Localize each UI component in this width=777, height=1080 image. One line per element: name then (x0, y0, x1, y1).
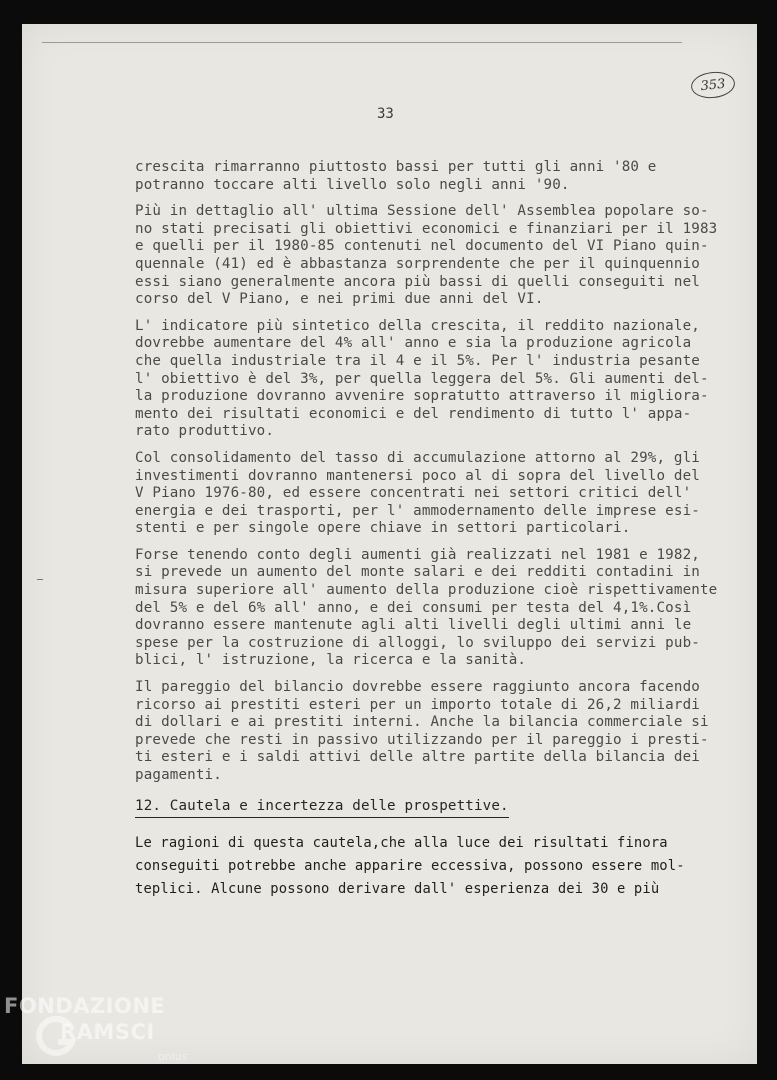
margin-mark (37, 579, 43, 580)
text-line: Le ragioni di questa cautela,che alla luce dei risultati finora (135, 835, 668, 852)
text-line: blici, l' istruzione, la ricerca e la sanità. (135, 652, 527, 669)
text-line: Più in dettaglio all' ultima Sessione dell' Assemblea popolare so- (135, 203, 709, 220)
text-line: conseguiti potrebbe anche apparire eccessiva, possono essere mol- (135, 858, 685, 875)
text-line: energia e dei trasporti, per l' ammodernamento delle imprese esi- (135, 502, 700, 519)
text-line: del 5% e del 6% all' anno, e dei consumi per testa del 4,1%.Così (135, 599, 692, 616)
paragraph-list (135, 159, 735, 785)
text-line: prevede che resti in passivo utilizzando per il pareggio i presti- (135, 731, 709, 748)
text-line: quennale (41) ed è abbastanza sorprendente che per il quinquennio (135, 255, 700, 272)
paragraph (135, 203, 735, 309)
section-heading: 12. Cautela e incertezza delle prospettive. (135, 798, 509, 819)
text-line: misura superiore all' aumento della produzione cioè rispettivamente (135, 582, 718, 599)
text-line: Forse tenendo conto degli aumenti già realizzati nel 1981 e 1982, (135, 546, 700, 563)
text-line: stenti e per singole opere chiave in settori particolari. (135, 520, 631, 537)
text-line: Il pareggio del bilancio dovrebbe essere raggiunto ancora facendo (135, 679, 700, 696)
text-line: rato produttivo. (135, 423, 275, 440)
text-line: essi siano generalmente ancora più bassi di quelli conseguiti nel (135, 273, 700, 290)
text-line: di dollari e ai prestiti interni. Anche la bilancia commerciale si (135, 714, 709, 731)
text-line: la produzione dovranno avvenire sopratutto attraverso il migliora- (135, 388, 709, 405)
text-line: spese per la costruzione di alloggi, lo sviluppo dei servizi pub- (135, 634, 700, 651)
text-line: dovrebbe aumentare del 4% all' anno e sia la produzione agricola (135, 335, 692, 352)
text-line: si prevede un aumento del monte salari e dei redditi contadini in (135, 564, 700, 581)
text-line: L' indicatore più sintetico della crescita, il reddito nazionale, (135, 317, 700, 334)
body-text (135, 159, 735, 910)
text-line: V Piano 1976-80, ed essere concentrati nei settori critici dell' (135, 485, 692, 502)
text-line: mento dei risultati economici e del rendimento di tutto l' appa- (135, 405, 692, 422)
paragraph (135, 679, 735, 785)
text-line: teplici. Alcune possono derivare dall' esperienza dei 30 e più (135, 881, 660, 898)
paragraph (135, 318, 735, 441)
archive-number-stamp: 353 (690, 70, 736, 100)
section-paragraph (135, 832, 735, 901)
watermark-suffix: onlus (158, 1050, 188, 1063)
text-line: ti esteri e i saldi attivi delle altre partite della bilancia dei (135, 749, 700, 766)
top-rule (42, 42, 682, 43)
text-line: potranno toccare alti livello solo negli anni '90. (135, 176, 570, 193)
page-number: 33 (377, 106, 394, 122)
paragraph (135, 450, 735, 538)
text-line: l' obiettivo è del 3%, per quella leggera del 5%. Gli aumenti del- (135, 370, 709, 387)
text-line: ricorso ai prestiti esteri per un importo totale di 26,2 miliardi (135, 696, 700, 713)
text-line: investimenti dovranno mantenersi poco al di sopra del livello del (135, 467, 700, 484)
text-line: che quella industriale tra il 4 e il 5%. Per l' industria pesante (135, 352, 700, 369)
text-line: crescita rimarranno piuttosto bassi per tutti gli anni '80 e (135, 159, 657, 175)
text-line: e quelli per il 1980-85 contenuti nel documento del VI Piano quin- (135, 238, 709, 255)
paragraph (135, 159, 735, 194)
paragraph (135, 547, 735, 670)
text-line: pagamenti. (135, 767, 222, 783)
text-line: Col consolidamento del tasso di accumulazione attorno al 29%, gli (135, 449, 700, 466)
watermark-line2: RAMSCI (60, 1020, 155, 1044)
text-line: corso del V Piano, e nei primi due anni del VI. (135, 291, 544, 308)
watermark-line1: FONDAZIONE (4, 994, 166, 1018)
document-page (22, 24, 757, 1064)
text-line: no stati precisati gli obiettivi economici e finanziari per il 1983 (135, 220, 718, 237)
text-line: dovranno essere mantenute agli alti livelli degli ultimi anni le (135, 617, 692, 634)
